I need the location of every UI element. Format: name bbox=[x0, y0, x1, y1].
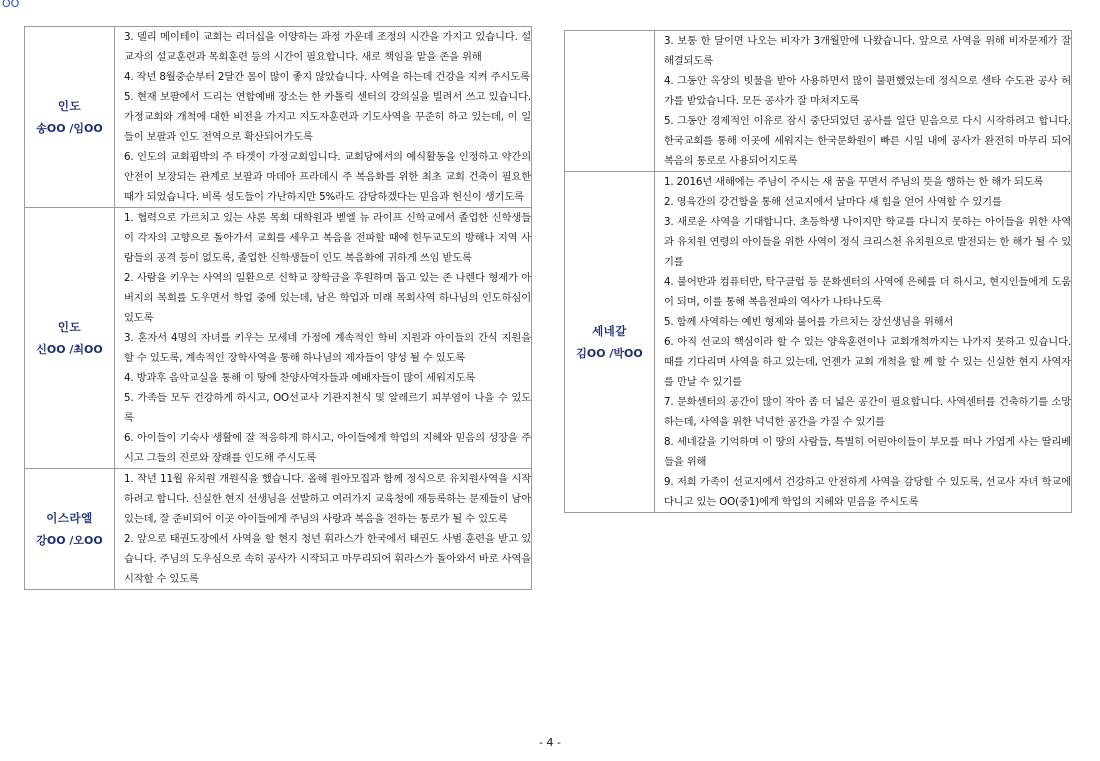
prayer-item: 2. 사람을 키우는 사역의 일환으로 신학교 장학금을 후원하며 돕고 있는 존 나렌다 형제가 아버지의 목회를 도우면서 학업 중에 있는데, 남은 학업과 미래 목회사역 하나님의 인도하심이 있도록 bbox=[124, 272, 531, 324]
missionary-cell bbox=[565, 172, 655, 513]
prayer-item: 2. 영육간의 강건함을 통해 선교지에서 날마다 새 힘을 얻어 사역할 수 있기를 bbox=[664, 196, 1002, 208]
prayer-list bbox=[115, 208, 531, 468]
prayer-item: 3. 혼자서 4명의 자녀를 키우는 모세네 가정에 계속적인 학비 지원과 아이들의 간식 지원을 할 수 있도록, 계속적인 장학사역을 통해 하나님의 제자들이 양성 될 수 있도록 bbox=[124, 332, 531, 364]
prayer-item: 6. 인도의 교회핍박의 주 타겟이 가정교회입니다. 교회당에서의 예식활동을 인정하고 약간의 안전이 보장되는 관계로 보팔과 마데아 프라데시 주 복음화를 위한 최초 교회 건축이 필요한 때가 되었습니다. 비록 성도들이 가난하지만 5%라도 감당하겠다는 믿음과 헌신이 생기도록 bbox=[124, 151, 531, 203]
missionary-cell bbox=[25, 469, 115, 590]
country-row bbox=[25, 469, 532, 590]
country-name: 세네갈 bbox=[592, 324, 627, 338]
prayer-item: 3. 보통 한 달이면 나오는 비자가 3개월만에 나왔습니다. 앞으로 사역을 위해 비자문제가 잘 해결되도록 bbox=[664, 35, 1071, 67]
prayer-item: 7. 문화센터의 공간이 많이 작아 좀 더 넓은 공간이 필요합니다. 사역센터를 건축하기를 소망하는데, 사역을 위한 넉넉한 공간을 가질 수 있기를 bbox=[664, 396, 1071, 428]
prayer-item: 5. 현재 보팔에서 드리는 연합예배 장소는 한 카톨릭 센터의 강의실을 빌려서 쓰고 있습니다. 가정교회와 개척에 대한 비전을 가지고 지도자훈련과 기도사역을 꾸준히 하고 있는데, 이 일들이 보팔과 인도 전역으로 확산되어가도록 bbox=[124, 91, 531, 143]
prayer-item: 8. 세네갈을 기억하며 이 땅의 사람들, 특별히 어린아이들이 부모를 떠나 가엽게 사는 딸리베들을 위해 bbox=[664, 436, 1071, 468]
prayer-item: 5. 그동안 경제적인 이유로 잠시 중단되었던 공사를 일단 믿음으로 다시 시작하려고 합니다. 한국교회를 통해 이곳에 세워지는 한국문화원이 빠른 시일 내에 공사가 완전히 마무리 되어 복음의 통로로 사용되어지도록 bbox=[664, 115, 1071, 167]
prayer-item: 1. 2016년 새해에는 주님이 주시는 새 꿈을 꾸면서 주님의 뜻을 행하는 한 해가 되도록 bbox=[664, 176, 1044, 188]
missionary-names: 송OO /임OO bbox=[36, 122, 103, 135]
country-name: 이스라엘 bbox=[46, 511, 93, 525]
country-row bbox=[565, 172, 1072, 513]
prayer-items-cell bbox=[115, 27, 532, 208]
prayer-item: 1. 협력으로 가르치고 있는 샤론 목회 대학원과 벧엘 뉴 라이프 신학교에서 졸업한 신학생들이 각자의 고향으로 돌아가서 교회를 세우고 복음을 전파할 때에 힌두교도의 방해나 지역 사람들의 공격 등이 없도록, 졸업한 신학생들이 인도 복음화에 귀하게 쓰임 받도록 bbox=[124, 212, 531, 264]
missionary-cell bbox=[25, 27, 115, 208]
prayer-list bbox=[655, 172, 1071, 512]
prayer-items-cell bbox=[115, 469, 532, 590]
prayer-list bbox=[115, 27, 531, 207]
country-name: 인도 bbox=[57, 99, 82, 113]
prayer-item: 6. 아직 선교의 핵심이라 할 수 있는 양육훈련이나 교회개척까지는 나가지 못하고 있습니다. 때를 기다리며 사역을 하고 있는데, 언젠가 교회 개척을 할 께 할 수 있는 신실한 현지 사역자를 만날 수 있기를 bbox=[664, 336, 1071, 388]
missionary-cell bbox=[25, 208, 115, 469]
prayer-items-cell bbox=[655, 172, 1072, 513]
prayer-item: 2. 앞으로 태권도장에서 사역을 할 현지 청년 휘라스가 한국에서 태권도 사범 훈련을 받고 있습니다. 주님의 도우심으로 속히 공사가 시작되고 마무리되어 휘라스가 돌아와서 바로 사역을 시작할 수 있도록 bbox=[124, 533, 531, 585]
page-number: - 4 - bbox=[539, 736, 561, 749]
prayer-items-cell bbox=[115, 208, 532, 469]
prayer-item: 4. 작년 8월중순부터 2달간 몸이 많이 좋지 않았습니다. 사역을 하는데 건강을 지켜 주시도록 bbox=[124, 71, 530, 83]
prayer-item: 3. 새로운 사역을 기대합니다. 초등학생 나이지만 학교를 다니지 못하는 아이들을 위한 사역과 유치원 연령의 아이들을 위한 사역이 정식 크리스천 유치원으로 발전되는 한 해가 될 수 있기를 bbox=[664, 216, 1071, 268]
missionary-names: 신OO /최OO bbox=[36, 343, 103, 356]
country-row bbox=[565, 31, 1072, 172]
missionary-names: 강OO /오OO bbox=[36, 534, 103, 547]
corner-mark: OO bbox=[2, 0, 20, 10]
prayer-item: 1. 작년 11월 유치원 개원식을 했습니다. 올해 원아모집과 함께 정식으로 유치원사역을 시작하려고 합니다. 신실한 현지 선생님을 선발하고 여러가지 교육청에 재등록하는 문제들이 남아 있는데, 잘 준비되어 이곳 아이들에게 주님의 사랑과 복음을 전하는 통로가 될 수 있도록 bbox=[124, 473, 531, 525]
prayer-item: 5. 함께 사역하는 예빈 형제와 불어를 가르치는 장선생님을 위해서 bbox=[664, 316, 954, 328]
prayer-item: 4. 불어반과 컴퓨터반, 탁구클럽 등 문화센터의 사역에 은혜를 더 하시고, 현지인들에게 도움이 되며, 이를 통해 복음전파의 역사가 나타나도록 bbox=[664, 276, 1071, 308]
country-row bbox=[25, 27, 532, 208]
right-prayer-table bbox=[564, 30, 1072, 513]
left-prayer-table bbox=[24, 26, 532, 590]
prayer-item: 3. 델리 메이테이 교회는 리더십을 이양하는 과정 가운데 조정의 시간을 가지고 있습니다. 설교자의 설교훈련과 목회훈련 등의 시간이 필요합니다. 새로 책임을 맡을 존을 위해 bbox=[124, 31, 531, 63]
country-name: 인도 bbox=[57, 320, 82, 334]
prayer-item: 6. 아이들이 기숙사 생활에 잘 적응하게 하시고, 아이들에게 학업의 지혜와 믿음의 성장을 주시고 그들의 진로와 장래를 인도해 주시도록 bbox=[124, 432, 531, 464]
prayer-list bbox=[115, 469, 531, 589]
missionary-cell bbox=[565, 31, 655, 172]
prayer-item: 4. 방과후 음악교실을 통해 이 땅에 찬양사역자들과 예배자들이 많이 세워지도록 bbox=[124, 372, 476, 384]
prayer-item: 9. 저희 가족이 선교지에서 건강하고 안전하게 사역을 감당할 수 있도록, 선교사 자녀 학교에 다니고 있는 OO(중1)에게 학업의 지혜와 믿음을 주시도록 bbox=[664, 476, 1071, 508]
prayer-item: 4. 그동안 옥상의 빗물을 받아 사용하면서 많이 불편했었는데 정식으로 센타 수도관 공사 허가를 받았습니다. 모든 공사가 잘 마쳐지도록 bbox=[664, 75, 1071, 107]
country-row bbox=[25, 208, 532, 469]
prayer-list bbox=[655, 31, 1071, 171]
prayer-items-cell bbox=[655, 31, 1072, 172]
prayer-item: 5. 가족들 모두 건강하게 하시고, OO선교사 기관지천식 및 알레르기 피부염이 나을 수 있도록 bbox=[124, 392, 531, 424]
missionary-names: 김OO /박OO bbox=[576, 347, 643, 360]
